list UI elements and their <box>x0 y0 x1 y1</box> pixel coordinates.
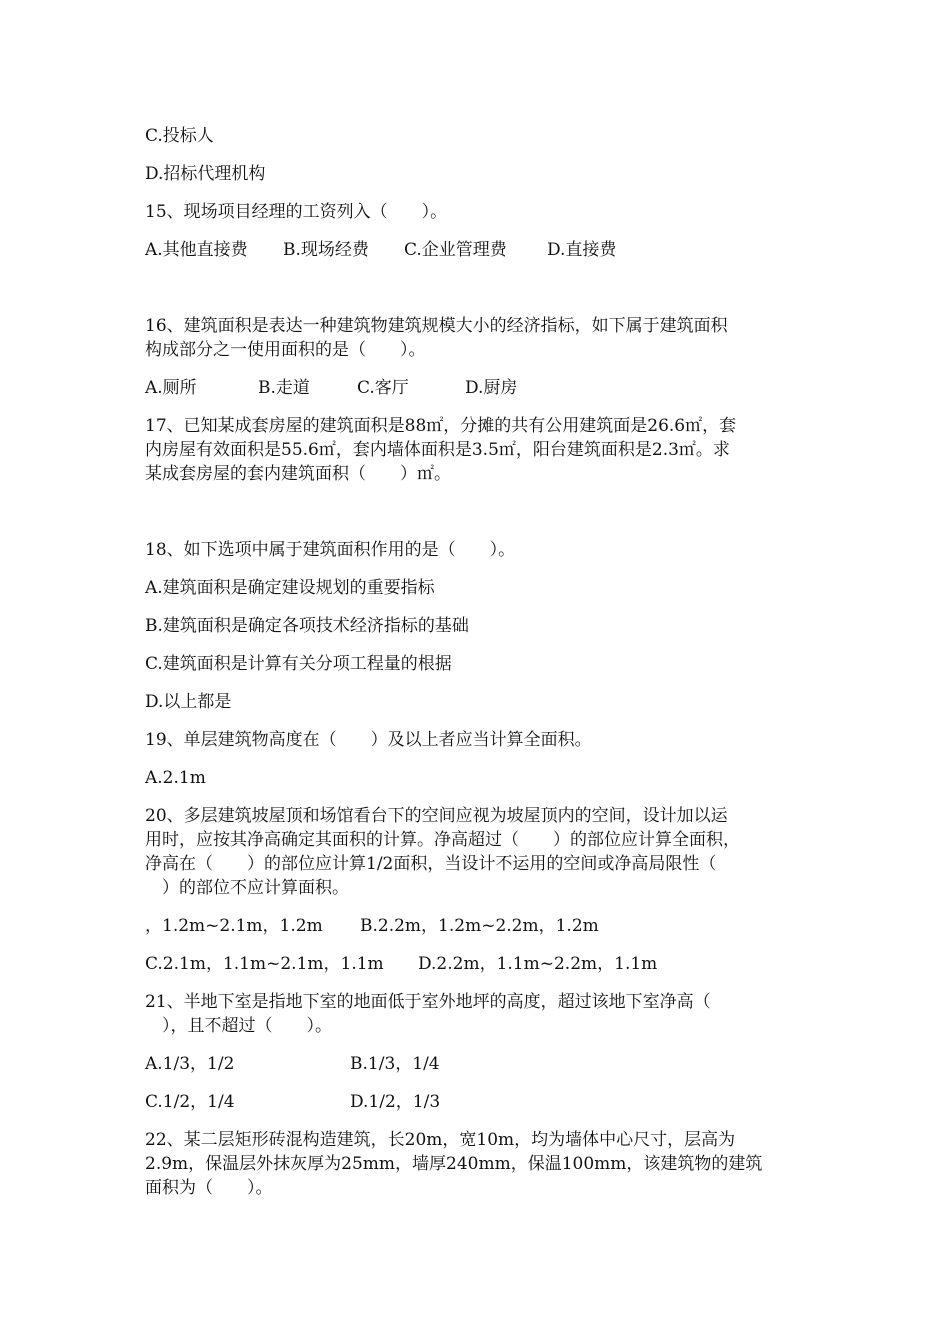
question-18: 18、如下选项中属于建筑面积作用的是（ ）。 <box>145 540 516 560</box>
q21-option-c: C.1/2，1/4 <box>145 1092 235 1112</box>
q15-option-c: C.企业管理费 <box>404 240 507 260</box>
question-17: 17、已知某成套房屋的建筑面积是88㎡，分摊的共有公用建筑面是26.6㎡，套 <box>145 416 737 436</box>
q19-option-a: A.2.1m <box>145 768 206 788</box>
question-21: 21、半地下室是指地下室的地面低于室外地坪的高度，超过该地下室净高（ <box>145 992 711 1012</box>
q15-option-a: A.其他直接费 <box>145 240 248 260</box>
q21-option-a: A.1/3，1/2 <box>145 1054 235 1074</box>
q15-option-d: D.直接费 <box>547 240 617 260</box>
question-15: 15、现场项目经理的工资列入（ ）。 <box>145 202 448 222</box>
q20-option-c: C.2.1m，1.1m~2.1m，1.1m <box>145 954 384 974</box>
q21-option-d: D.1/2，1/3 <box>350 1092 441 1112</box>
question-20-cont: 用时，应按其净高确定其面积的计算。净高超过（ ）的部位应计算全面积， <box>145 830 740 850</box>
question-21-cont: ），且不超过（ ）。 <box>145 1016 332 1036</box>
q18-option-c: C.建筑面积是计算有关分项工程量的根据 <box>145 654 452 674</box>
q18-option-b: B.建筑面积是确定各项技术经济指标的基础 <box>145 616 469 636</box>
question-16: 16、建筑面积是表达一种建筑物建筑规模大小的经济指标，如下属于建筑面积 <box>145 316 728 336</box>
q20-option-b: B.2.2m，1.2m~2.2m，1.2m <box>360 916 599 936</box>
question-17-cont: 某成套房屋的套内建筑面积（ ）㎡。 <box>145 464 451 484</box>
q15-option-b: B.现场经费 <box>283 240 369 260</box>
option-text: D.招标代理机构 <box>145 164 266 184</box>
q16-option-d: D.厨房 <box>465 378 518 398</box>
q20-option-d: D.2.2m，1.1m~2.2m，1.1m <box>418 954 658 974</box>
q20-option-a: ，1.2m~2.1m，1.2m <box>145 916 323 936</box>
q21-option-b: B.1/3，1/4 <box>350 1054 440 1074</box>
q16-option-b: B.走道 <box>258 378 310 398</box>
question-20: 20、多层建筑坡屋顶和场馆看台下的空间应视为坡屋顶内的空间，设计加以运 <box>145 806 728 826</box>
q16-option-a: A.厕所 <box>145 378 197 398</box>
q16-option-c: C.客厅 <box>357 378 409 398</box>
question-16-cont: 构成部分之一使用面积的是（ ）。 <box>145 340 426 360</box>
question-20-cont: 净高在（ ）的部位应计算1/2面积，当设计不运用的空间或净高局限性（ <box>145 854 717 874</box>
question-17-cont: 内房屋有效面积是55.6㎡，套内墙体面积是3.5㎡，阳台建筑面积是2.3㎡。求 <box>145 440 730 460</box>
question-22-cont: 2.9m，保温层外抹灰厚为25mm，墙厚240mm，保温100mm，该建筑物的建筑 <box>145 1154 763 1174</box>
question-19: 19、单层建筑物高度在（ ）及以上者应当计算全面积。 <box>145 730 592 750</box>
question-20-cont: ）的部位不应计算面积。 <box>145 878 349 898</box>
option-text: C.投标人 <box>145 126 214 146</box>
question-22: 22、某二层矩形砖混构造建筑，长20m，宽10m，均为墙体中心尺寸，层高为 <box>145 1130 736 1150</box>
q18-option-a: A.建筑面积是确定建设规划的重要指标 <box>145 578 435 598</box>
question-22-cont: 面积为（ ）。 <box>145 1178 273 1198</box>
q18-option-d: D.以上都是 <box>145 692 232 712</box>
